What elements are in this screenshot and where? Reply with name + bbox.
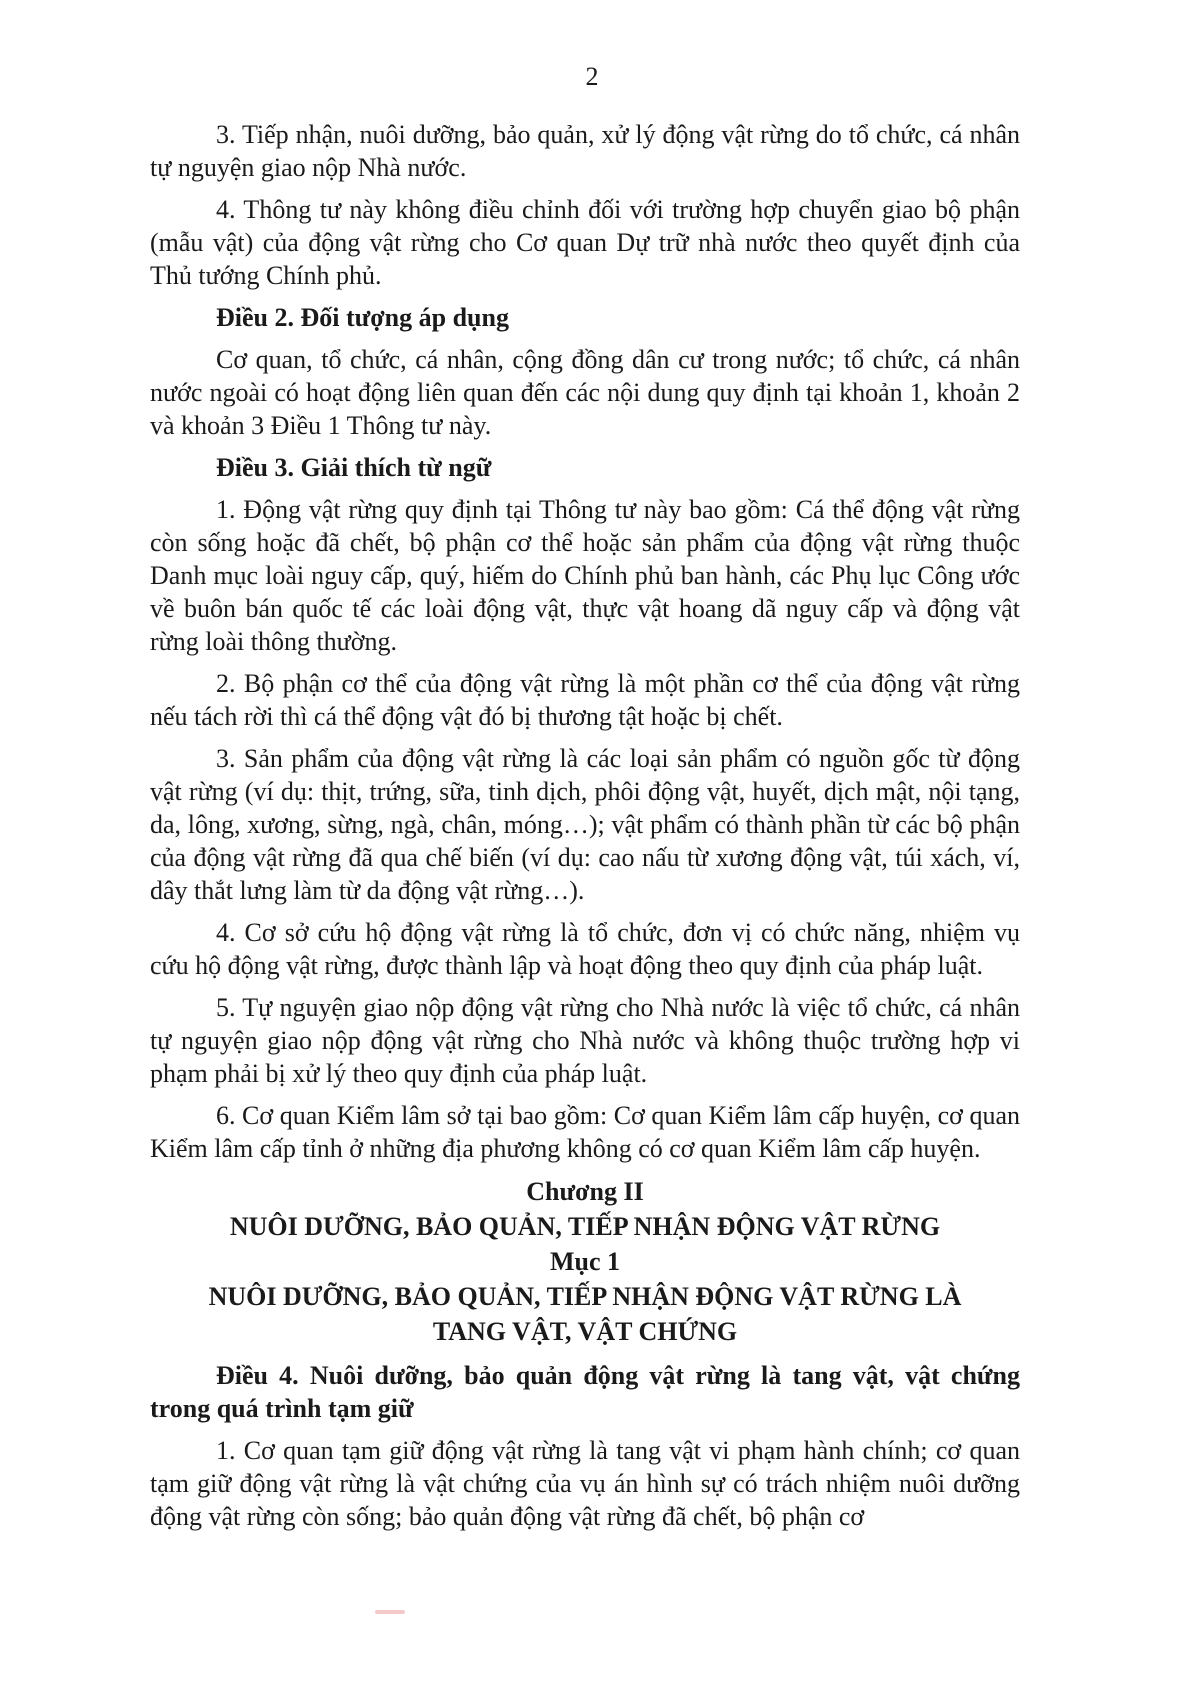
paragraph: 1. Động vật rừng quy định tại Thông tư này bao gồm: Cá thể động vật rừng còn sống hoặc đã chết, bộ phận cơ thể hoặc sản phẩm của động vật rừng thuộc Danh mục loài nguy cấp, quý, hiếm do Chính phủ ban hành, các Phụ lục Công ước về buôn bán quốc tế các loài động vật, thực vật hoang dã nguy cấp và động vật rừng loài thông thường.: [150, 495, 1020, 656]
chapter-heading-block: [150, 1174, 1020, 1349]
section-title-line1: NUÔI DƯỠNG, BẢO QUẢN, TIẾP NHẬN ĐỘNG VẬT RỪNG LÀ: [208, 1282, 962, 1311]
page-number: 2: [585, 62, 599, 91]
paragraph: Cơ quan, tổ chức, cá nhân, cộng đồng dân cư trong nước; tổ chức, cá nhân nước ngoài có hoạt động liên quan đến các nội dung quy định tại khoản 1, khoản 2 và khoản 3 Điều 1 Thông tư này.: [150, 345, 1020, 440]
chapter-title: NUÔI DƯỠNG, BẢO QUẢN, TIẾP NHẬN ĐỘNG VẬT RỪNG: [229, 1212, 941, 1241]
document-body: [150, 118, 1020, 1542]
paragraph: 5. Tự nguyện giao nộp động vật rừng cho Nhà nước là việc tổ chức, cá nhân tự nguyện giao nộp động vật rừng cho Nhà nước và không thuộc trường hợp vi phạm phải bị xử lý theo quy định của pháp luật.: [150, 993, 1020, 1088]
paragraph: 1. Cơ quan tạm giữ động vật rừng là tang vật vi phạm hành chính; cơ quan tạm giữ động vật rừng là vật chứng của vụ án hình sự có trách nhiệm nuôi dưỡng động vật rừng còn sống; bảo quản động vật rừng đã chết, bộ phận cơ: [150, 1436, 1020, 1531]
scan-mark: [375, 1610, 405, 1614]
paragraph: 2. Bộ phận cơ thể của động vật rừng là một phần cơ thể của động vật rừng nếu tách rời thì cá thể động vật đó bị thương tật hoặc bị chết.: [150, 669, 1020, 731]
paragraph: 6. Cơ quan Kiểm lâm sở tại bao gồm: Cơ quan Kiểm lâm cấp huyện, cơ quan Kiểm lâm cấp tỉnh ở những địa phương không có cơ quan Kiểm lâm cấp huyện.: [150, 1101, 1020, 1163]
paragraph: 3. Sản phẩm của động vật rừng là các loại sản phẩm có nguồn gốc từ động vật rừng (ví dụ: thịt, trứng, sữa, tinh dịch, phôi động vật, huyết, dịch mật, nội tạng, da, lông, xương, sừng, ngà, chân, móng…); vật phẩm có thành phần từ các bộ phận của động vật rừng đã qua chế biến (ví dụ: cao nấu từ xương động vật, túi xách, ví, dây thắt lưng làm từ da động vật rừng…).: [150, 744, 1020, 905]
chapter-label: Chương II: [526, 1177, 644, 1206]
article-heading: Điều 2. Đối tượng áp dụng: [216, 303, 509, 332]
paragraph: 4. Thông tư này không điều chỉnh đối với trường hợp chuyển giao bộ phận (mẫu vật) của động vật rừng cho Cơ quan Dự trữ nhà nước theo quyết định của Thủ tướng Chính phủ.: [150, 195, 1020, 290]
section-title-line2: TANG VẬT, VẬT CHỨNG: [432, 1317, 738, 1346]
article-heading: Điều 3. Giải thích từ ngữ: [216, 453, 492, 482]
article-heading: Điều 4. Nuôi dưỡng, bảo quản động vật rừng là tang vật, vật chứng trong quá trình tạm giữ: [150, 1361, 1020, 1423]
paragraph: 4. Cơ sở cứu hộ động vật rừng là tổ chức, đơn vị có chức năng, nhiệm vụ cứu hộ động vật rừng, được thành lập và hoạt động theo quy định của pháp luật.: [150, 918, 1020, 980]
section-label: Mục 1: [549, 1247, 621, 1276]
paragraph: 3. Tiếp nhận, nuôi dưỡng, bảo quản, xử lý động vật rừng do tổ chức, cá nhân tự nguyện giao nộp Nhà nước.: [150, 120, 1020, 182]
